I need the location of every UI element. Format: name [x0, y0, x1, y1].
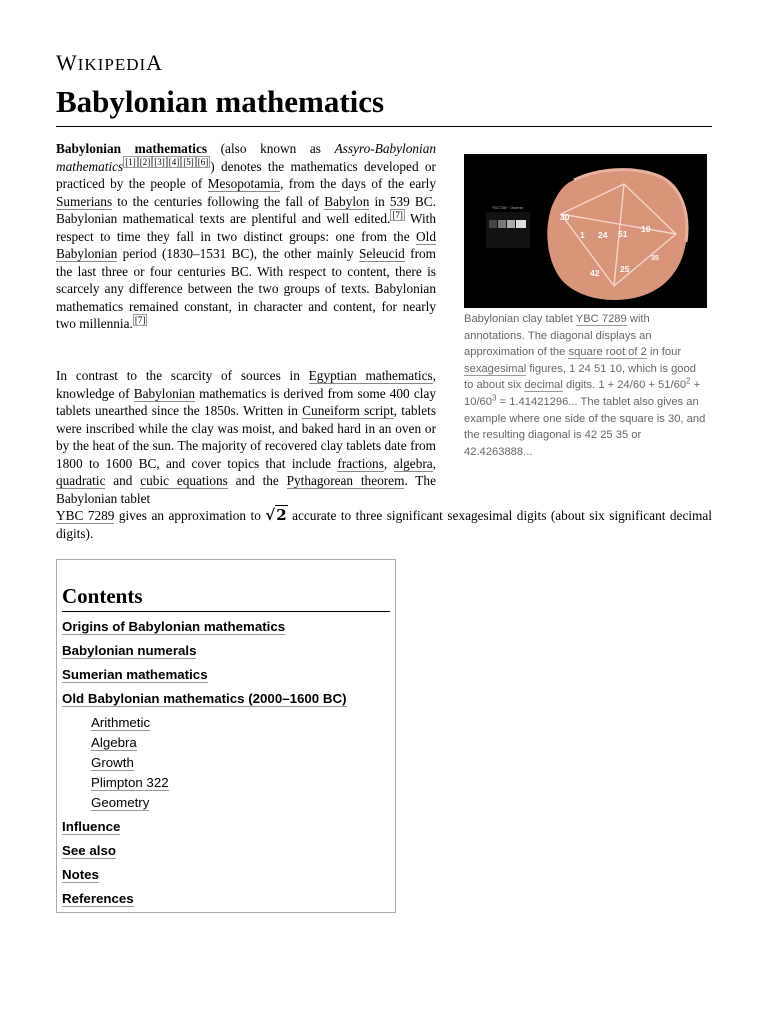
caption-link-square-root[interactable]: square root of 2 — [568, 346, 647, 359]
link-mesopotamia[interactable]: Mesopotamia — [207, 176, 281, 191]
caption-text: + 10/60 — [464, 379, 701, 408]
link-egyptian-mathematics[interactable]: Egyptian mathematics — [308, 368, 433, 383]
link-old-babylonian[interactable]: Old Babylonian — [56, 228, 436, 261]
caption-exponent: 2 — [686, 376, 691, 386]
link-cubic-equations[interactable]: cubic equations — [140, 473, 228, 488]
lead-text: ) denotes the mathematics developed or practiced by the people of — [56, 158, 436, 191]
tablet-number: 35 — [651, 255, 659, 262]
toc-list — [62, 618, 390, 914]
wikipedia-wordmark[interactable] — [56, 50, 163, 76]
body-text: mathematics is derived from some 400 clay tablets unearthed since the 1850s. Written in — [56, 385, 436, 418]
body-text: . The Babylonian tablet — [56, 473, 436, 506]
sqrt-radicand: 2 — [276, 506, 287, 524]
tablet-number: 10 — [641, 224, 651, 234]
toc-link-notes[interactable]: Notes — [62, 867, 99, 882]
toc-item — [62, 866, 390, 890]
caption-text: digits. 1 + 24/60 + 51/60 — [562, 379, 687, 392]
caption-text: in four — [646, 346, 682, 359]
ref-2[interactable]: [2] — [139, 157, 151, 168]
link-sumerians[interactable]: Sumerians — [56, 193, 113, 209]
body-text: , — [383, 455, 394, 471]
link-babylon[interactable]: Babylon — [324, 193, 370, 209]
tablet-image[interactable] — [464, 154, 707, 308]
lead-text: to the centuries following the fall of — [112, 193, 325, 209]
caption-text: with annotations. The diagonal displays an approximation of the — [464, 313, 652, 359]
link-seleucid[interactable]: Seleucid — [359, 246, 405, 261]
toc-subitem — [62, 714, 390, 734]
toc-subitem — [62, 754, 390, 774]
ref-1[interactable]: [1] — [125, 157, 136, 168]
body-text: and the — [227, 473, 287, 488]
paragraph-narrow-part — [56, 367, 436, 507]
link-babylonian[interactable]: Babylonian — [133, 385, 196, 401]
caption-text: figures, 1 24 51 10, which is good to about six — [464, 362, 696, 392]
link-fractions[interactable]: fractions — [337, 455, 384, 471]
lead-bold-term: Babylonian mathematics — [56, 141, 208, 156]
toc-item — [62, 642, 390, 666]
tablet-number: 30 — [560, 212, 570, 222]
toc-link-growth[interactable]: Growth — [91, 755, 134, 770]
page-title: Babylonian mathematics — [56, 84, 712, 127]
toc-link-influence[interactable]: Influence — [62, 819, 121, 834]
sqrt-2-formula — [265, 507, 287, 525]
lead-refs — [123, 156, 210, 168]
toc-link-origins[interactable]: Origins of Babylonian mathematics — [62, 619, 286, 634]
toc-link-sumerian[interactable]: Sumerian mathematics — [62, 667, 208, 682]
wordmark-last: A — [146, 50, 164, 75]
caption-link-sexagesimal[interactable]: sexagesimal — [464, 362, 527, 375]
toc-subitem — [62, 734, 390, 754]
toc-link-old-babylonian[interactable]: Old Babylonian mathematics (2000–1600 BC) — [62, 691, 347, 706]
link-quadratic[interactable]: quadratic — [56, 473, 106, 488]
body-text: , — [432, 455, 437, 471]
toc-link-numerals[interactable]: Babylonian numerals — [62, 643, 197, 658]
toc-subitem — [62, 794, 390, 814]
tablet-number: 42 — [590, 268, 600, 278]
body-text: gives an approximation to — [114, 508, 266, 523]
body-text: accurate to three significant sexagesimal digits (about six significant decimal digits). — [56, 508, 712, 541]
body-text: and — [105, 473, 141, 488]
toc-item — [62, 842, 390, 866]
toc-item — [62, 818, 390, 842]
toc-item — [62, 890, 390, 914]
link-ybc-7289[interactable]: YBC 7289 — [56, 508, 115, 523]
caption-link-decimal[interactable]: decimal — [524, 379, 563, 392]
toc-item — [62, 666, 390, 690]
toc-link-arithmetic[interactable]: Arithmetic — [91, 715, 151, 730]
caption-text: Babylonian clay tablet — [464, 313, 576, 325]
body-text: , tablets were inscribed while the clay was moist, and baked hard in an oven or by the heat of the sun. The majority of recovered clay tablets date from 1800 to 1600 BC, and cover topics that include — [56, 403, 436, 471]
lead-italic-term: Assyro-Babylonian mathematics — [56, 141, 436, 174]
toc-subitem — [62, 774, 390, 794]
toc-link-plimpton[interactable]: Plimpton 322 — [91, 775, 169, 790]
lead-text: With respect to time they fall in two distinct groups: one from the — [56, 211, 436, 244]
card-title: YBC7289 · Obverse — [492, 206, 524, 210]
tablet-number: 25 — [620, 264, 630, 274]
ref-3[interactable]: [3] — [154, 157, 165, 168]
lead-text: , from the days of the early — [280, 176, 436, 191]
tablet-number: 1 — [580, 230, 585, 240]
toc-item — [62, 690, 390, 714]
tablet-number: 24 — [598, 230, 608, 240]
body-paragraph-2 — [56, 367, 712, 542]
toc-link-see-also[interactable]: See also — [62, 843, 116, 858]
lead-text: from the last three or four centuries BC. With respect to content, there is scarcely any difference between the two groups of texts. Babylonian mathematics remained constant, in character and content, for nearly two millennia. — [56, 246, 436, 331]
lead-paragraph — [56, 140, 436, 333]
link-algebra[interactable]: algebra — [393, 455, 433, 471]
link-cuneiform-script[interactable]: Cuneiform script — [302, 403, 394, 418]
tablet-illustration — [464, 154, 707, 308]
lead-text: in 539 BC. Babylonian mathematical texts are plentiful and well edited. — [56, 193, 436, 226]
color-card — [486, 206, 530, 248]
ref-4[interactable]: [4] — [168, 157, 180, 168]
ref-6[interactable]: [6] — [197, 157, 209, 168]
sqrt-sign: √ — [265, 506, 276, 524]
toc-link-geometry[interactable]: Geometry — [91, 795, 150, 810]
caption-text: = 1.41421296... The tablet also gives an example where one side of the square is 30, and the resulting diagonal is 42 25 35 or 42.4263888... — [464, 395, 706, 458]
lead-text: (also known as — [207, 141, 335, 156]
caption-link-ybc7289[interactable]: YBC 7289 — [575, 313, 627, 325]
body-text: In contrast to the scarcity of sources in — [56, 368, 309, 383]
lead-text: period (1830–1531 BC), the other mainly — [117, 246, 359, 261]
wordmark-first: W — [56, 50, 78, 75]
toc-title: Contents — [62, 584, 390, 612]
link-pythagorean-theorem[interactable]: Pythagorean theorem — [286, 473, 405, 488]
tablet-number: 51 — [618, 229, 628, 239]
toc-link-references[interactable]: References — [62, 891, 134, 906]
paragraph-wide-part — [56, 507, 712, 542]
ref-5[interactable]: [5] — [183, 157, 194, 168]
body-text: , knowledge of — [56, 368, 436, 401]
table-of-contents — [56, 559, 396, 913]
toc-item — [62, 618, 390, 642]
toc-link-algebra[interactable]: Algebra — [91, 735, 137, 750]
caption-exponent: 3 — [492, 393, 497, 403]
ref-7[interactable]: [7] — [392, 209, 403, 220]
ref-7-second[interactable]: [7] — [134, 314, 146, 325]
wordmark-rest: IKIPEDI — [77, 55, 147, 74]
